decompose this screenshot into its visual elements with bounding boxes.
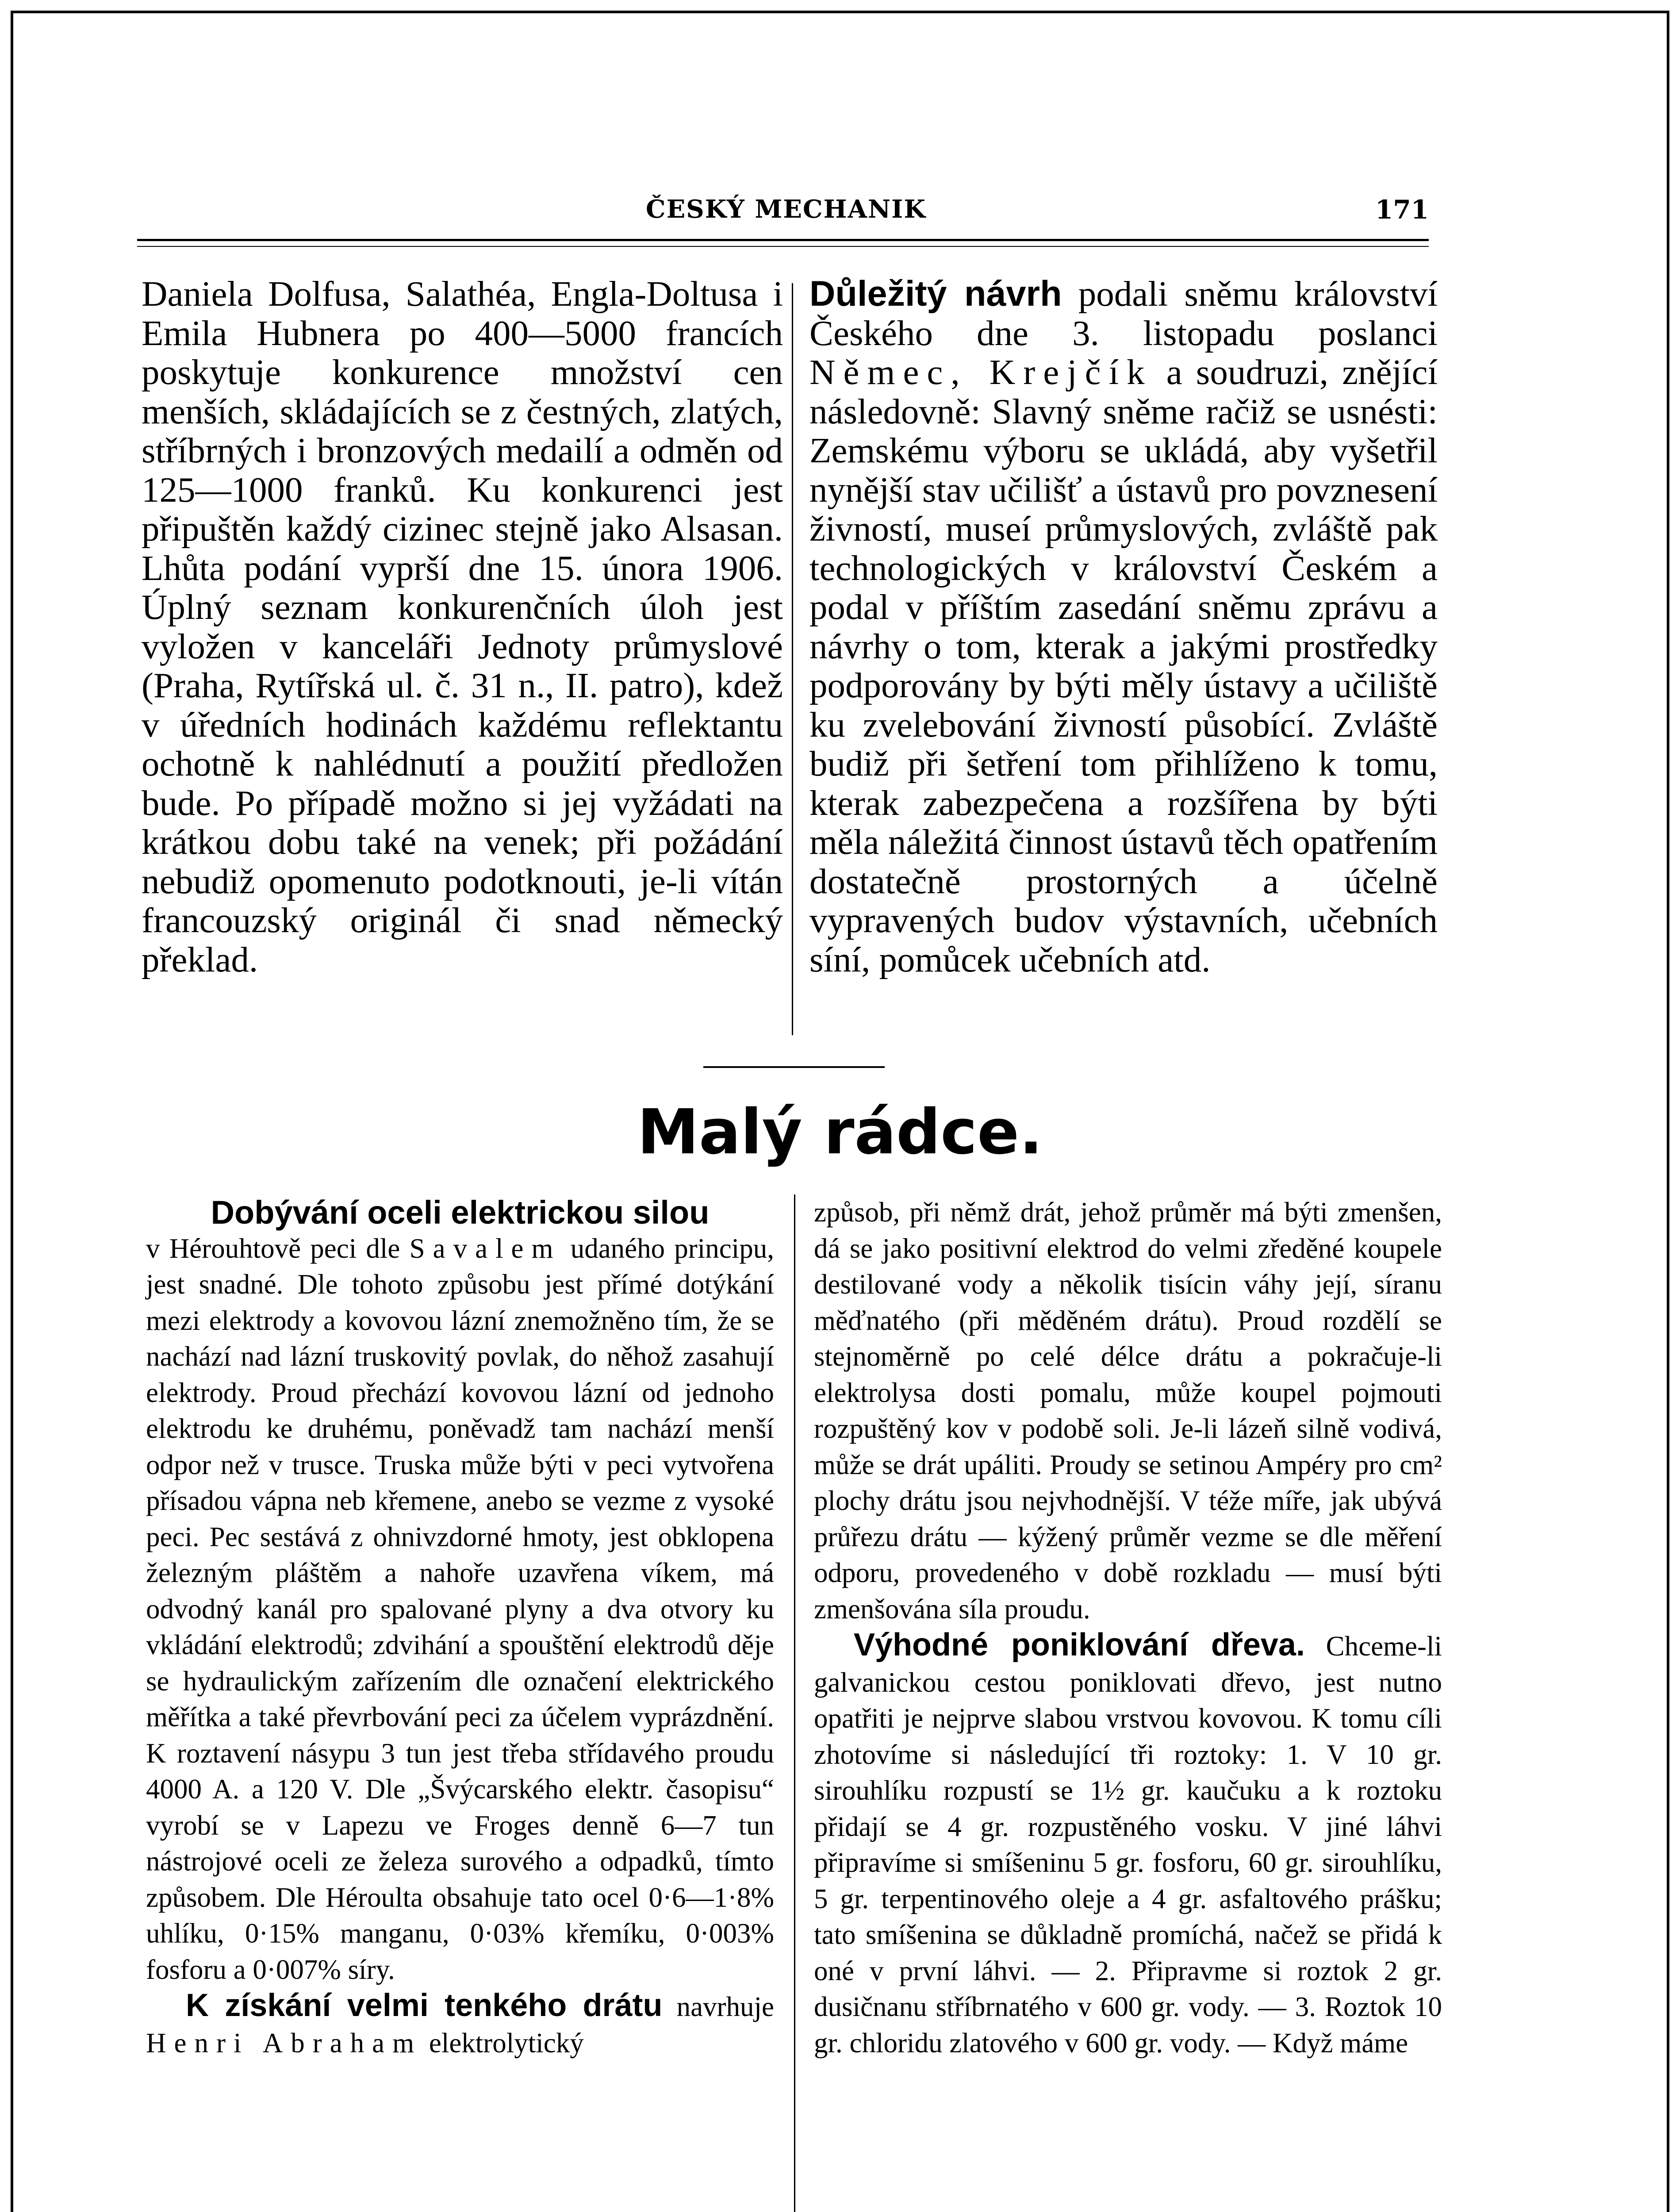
text-run: podali sněmu království Českého dne 3. listopadu poslanci [809,274,1438,353]
upper-left-column [142,274,783,979]
section-title: Malý rádce. [637,1096,1043,1168]
spaced-name: Savalem [409,1233,561,1264]
column-divider [794,1194,795,2212]
text-run: udaného principu, jest snadné. Dle tohoto způsobu jest přímé dotýkání mezi elektrody a kovovou lázní znemožněno tím, že se nachází nad lázní truskovitý povlak, do něhož zasahují elektrody. Proud přechází kovovou lázní od jednoho elektrodu ke druhému, poněvadž tam nachází menší odpor než v trusce. Truska může býti v peci vytvořena přísadou vápna neb křemene, anebo se vezme z vysoké peci. Pec sestává z ohnivzdorné hmoty, jest obklopena železným pláštěm a nahoře uzavřena víkem, má odvodný kanál pro spalované plyny a dva otvory ku vkládání elektrodů; zdvihání a spouštění elektrodů děje se hydraulickým zařízením dle označení elektrického měřítka a také převrbování peci za účelem vyprázdnění. K roztavení násypu 3 tun jest třeba střídavého proudu 4000 A. a 120 V. Dle „Švýcarského elektr. časopisu“ vyrobí se v Lapezu ve Froges denně 6—7 tun nástrojové oceli ze železa surového a odpadků, tímto způsobem. Dle Héroulta obsahuje tato ocel 0·6—1·8% uhlíku, 0·15% manganu, 0·03% křemíku, 0·003% fosforu a 0·007% síry. [146,1233,774,1985]
upper-right-column [809,274,1438,979]
lower-right-column [814,1194,1442,2061]
text-run: a soudruzi, znějící následovně: Slavný sněme račiž se usnésti: Zemskému výboru se ukládá, aby vyšetřil nynější stav učilišť a ústavů pro povznesení živností, museí průmyslových, zvláště pak technologických v království Českém a podal v příštím zasedání sněmu zprávu a návrhy o tom, kterak a jakými prostředky podporovány by býti měly ústavy a učiliště ku zvelebování živností působící. Zvláště budiž při šetření tom přihlíženo k tomu, kterak zabezpečena a rozšířena by býti měla náležitá činnost ústavů těch opatřením dostatečně prostorných a účelně vypravených budov výstavních, učebních síní, pomůcek učebních atd. [809,352,1438,979]
text-run: Chceme-li galvanickou cestou poniklovati dřevo, jest nutno opatřiti je nejprve slabou vrstvou kovovou. K tomu cíli zhotovíme si následující tři roztoky: 1. V 10 gr. sirouhlíku rozpustí se 1½ gr. kaučuku a k roztoku přidají se 4 gr. rozpustěného vosku. V jiné láhvi připravíme si smíšeninu 5 gr. fosforu, 60 gr. sirouhlíku, 5 gr. terpentinového oleje a 4 gr. asfaltového prášku; tato smíšenina se důkladně promíchá, načež se přidá k oné v první láhvi. — 2. Připravme si roztok 2 gr. dusičnanu stříbrnatého v 600 gr. vody. — 3. Roztok 10 gr. chloridu zlatového v 600 gr. vody. — Když máme [814,1631,1442,2058]
paragraph [146,1988,774,2061]
header-rule-thin [137,246,1429,247]
paragraph: Daniela Dolfusa, Salathéa, Engla-Doltusa i Emila Hubnera po 400—5000 francích poskytuje konkurence množství cen menších, skládajících se z čestných, zlatých, stříbrných i bronzových medailí a odměn od 125—1000 franků. Ku konkurenci jest připuštěn každý cizinec stejně jako Alsasan. Lhůta podání vyprší dne 15. února 1906. Úplný seznam konkurenčních úloh jest vyložen v kanceláři Jednoty průmyslové (Praha, Rytířská ul. č. 31 n., II. patro), kdež v úředních hodinách každému reflektantu ochotně k nahlédnutí a použití předložen bude. Po případě možno si jej vyžádati na krátkou dobu také na venek; při požádání nebudiž opomenuto podotknouti, je-li vítán francouzský originál či snad německý překlad. [142,274,783,979]
section-rule [703,1066,885,1068]
text-run: v Hérouhtově peci dle [146,1233,410,1264]
page-number: 171 [1375,195,1429,225]
paragraph [814,1627,1442,2061]
column-divider [792,283,793,1035]
article-heading-inline: K získání velmi tenkého drátu [186,1988,663,2023]
text-run: elektrolytický [422,2027,584,2058]
text-run: navrhuje [662,1991,774,2022]
spaced-names: Němec, Krejčík [809,352,1153,392]
header-rule [137,239,1429,241]
lower-left-column [146,1194,774,2061]
paragraph [809,274,1438,979]
lead-in: Důležitý návrh [809,274,1062,314]
paragraph: způsob, při němž drát, jehož průměr má býti zmenšen, dá se jako positivní elektrod do velmi zředěné koupele destilované vody a několik tisícin váhy její, síranu měďnatého (při měděném drátu). Proud rozdělí se stejnoměrně po celé délce drátu a pokračuje-li elektrolysa dosti pomalu, může koupel pojmouti rozpuštěný kov v podobě soli. Je-li lázeň silně vodivá, může se drát upáliti. Proudy se setinou Ampéry pro cm² plochy drátu jsou nejvhodnější. V téže míře, jak ubývá průřezu drátu — kýžený průměr vezme se dle měření odporu, provedeného v době rozkladu — musí býti zmenšována síla proudu. [814,1197,1442,1624]
article-heading-inline: Výhodné poniklování dřeva. [854,1627,1305,1663]
article-heading: Dobývání oceli elektrickou silou [211,1194,710,1231]
running-title: ČESKÝ MECHANIK [646,195,926,224]
spaced-name: Henri Abraham [146,2027,422,2058]
running-head [137,195,1429,226]
paragraph [146,1231,774,1988]
